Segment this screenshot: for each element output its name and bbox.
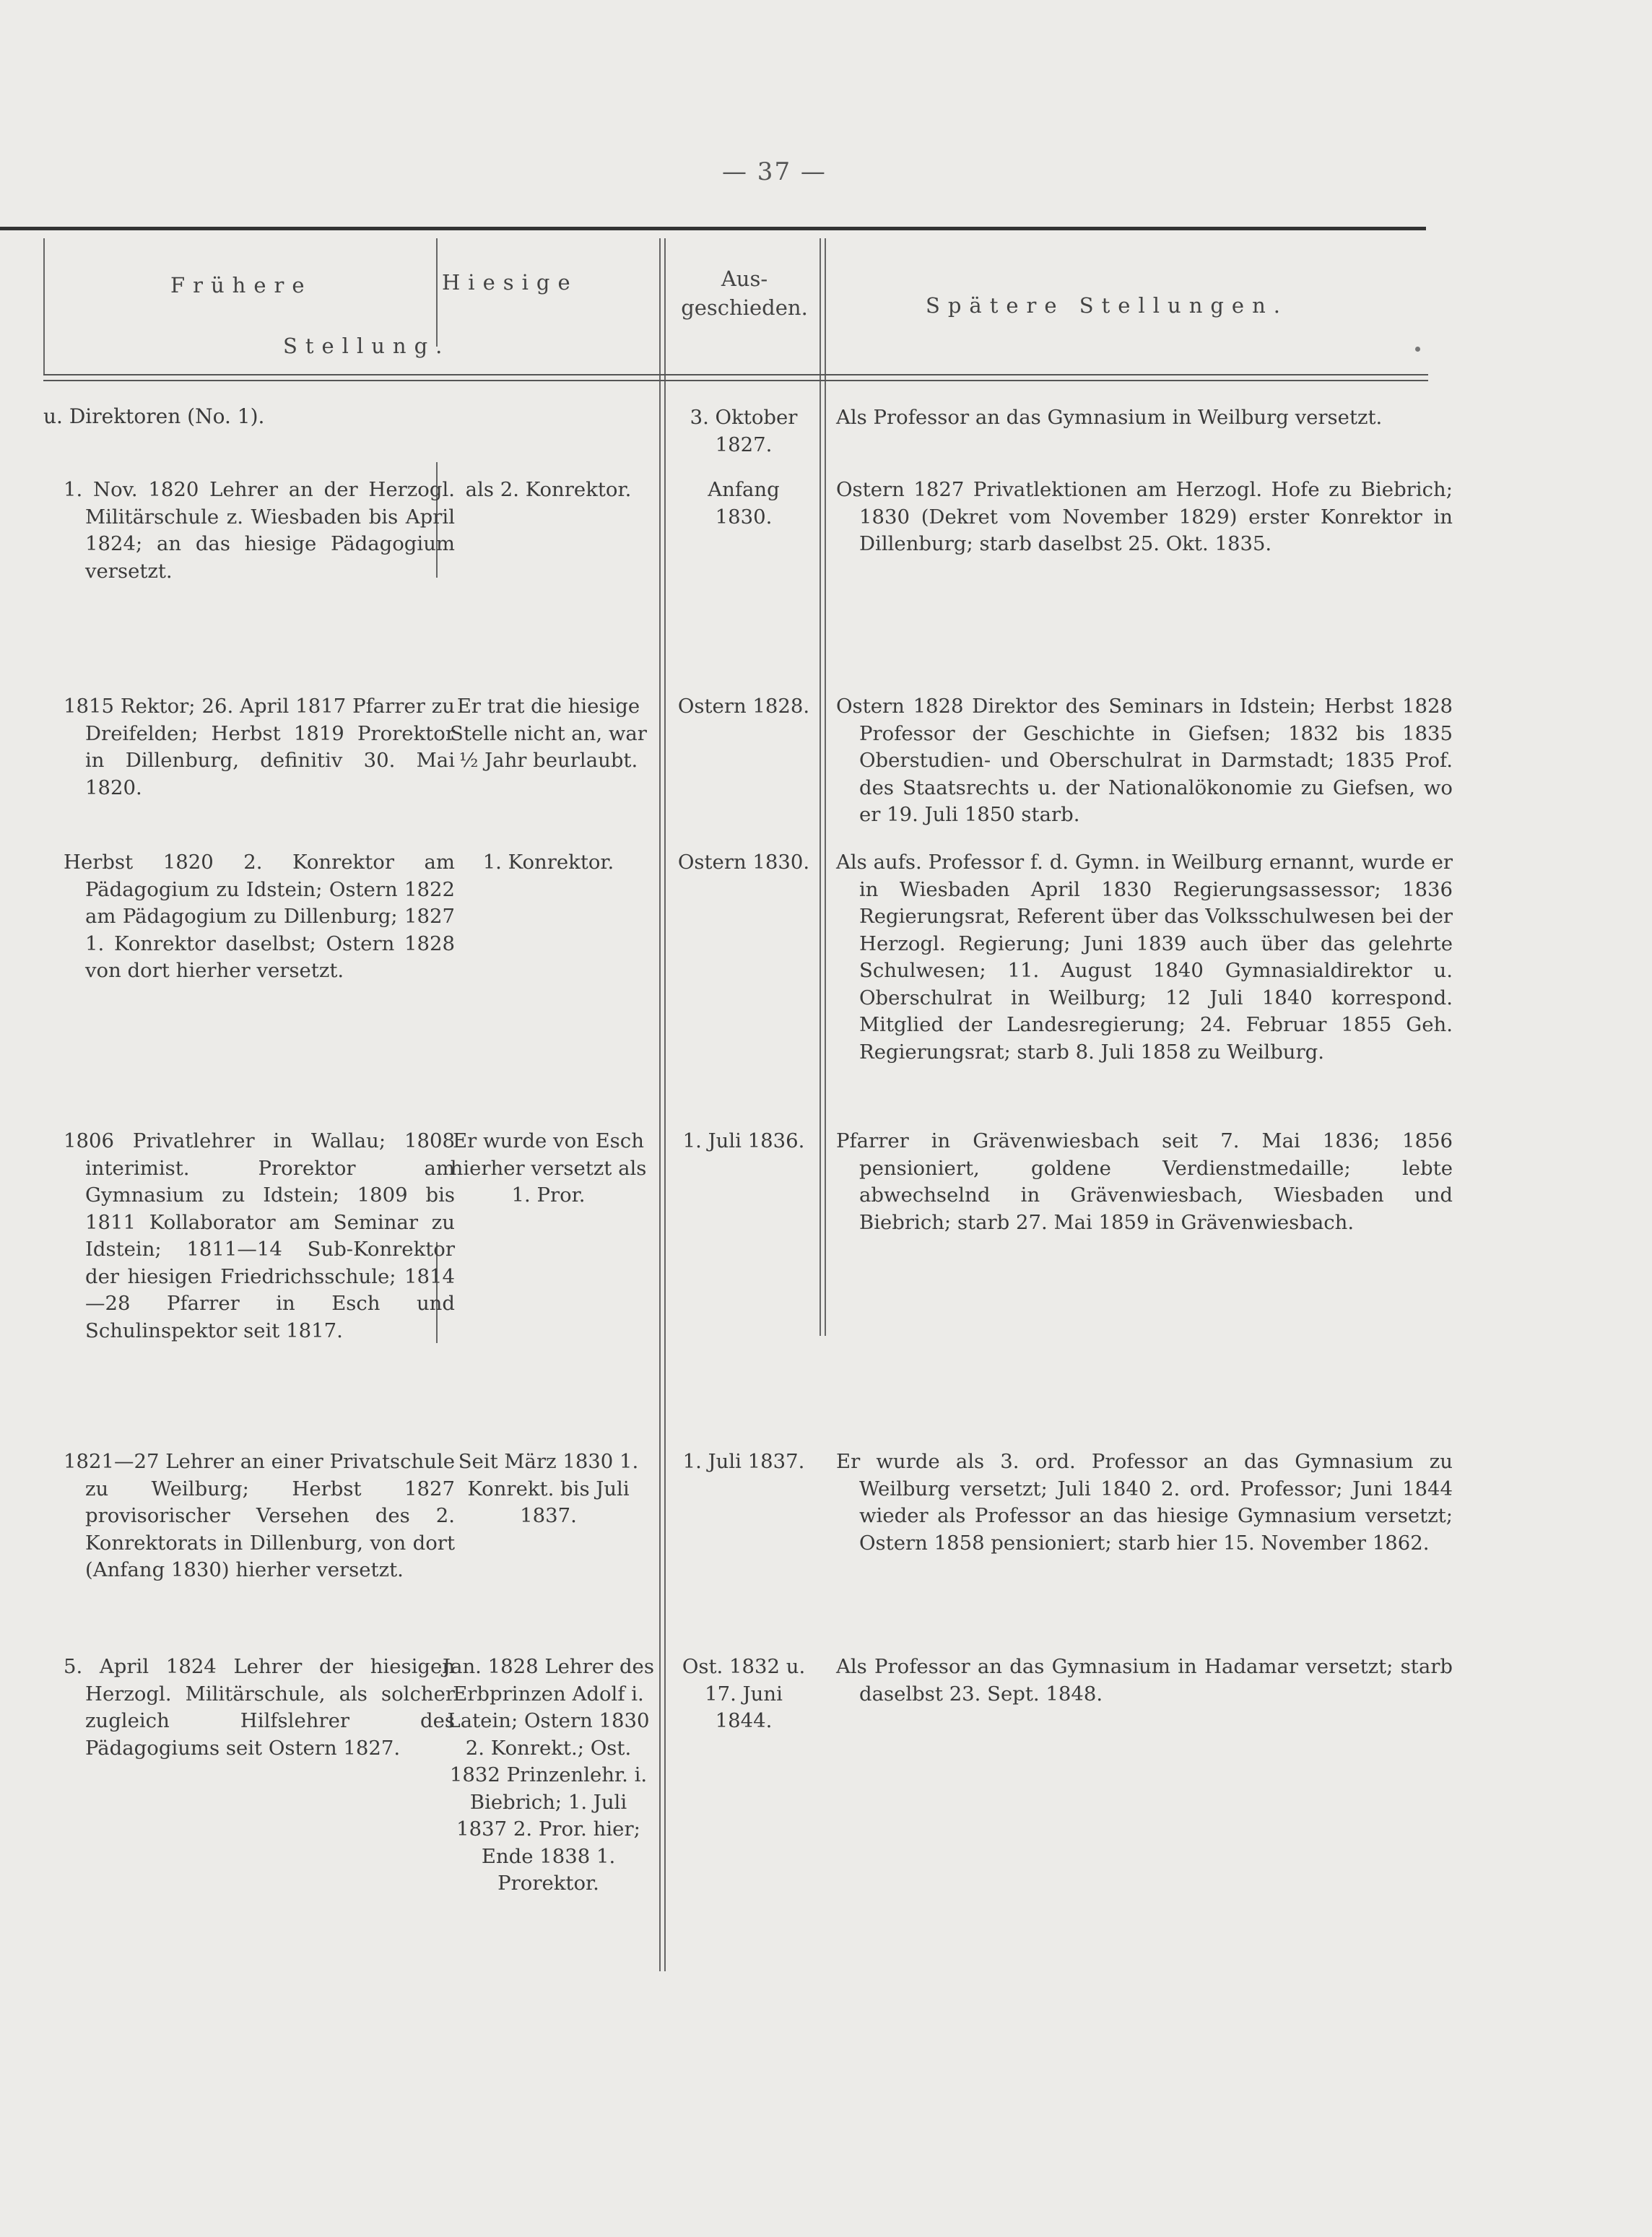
header-ausgeschieden: Aus- geschieden. [681,266,808,320]
row-spaetere: Als Professor an das Gymnasium in Hadamar versetzt; starb daselbst 23. Sept. 1848. [836,1655,1453,1706]
header-fruehere: Frühere [170,273,313,297]
row-spaetere: Ostern 1827 Privatlektionen am Herzogl. Hofe zu Biebrich; 1830 (Dekret vom November 1829) erster Konrektor in Dillenburg; starb daselbst 25. Okt. 1835. [836,478,1453,555]
header-stellung: Stellung. [283,334,451,358]
row-fruehere: Herbst 1820 2. Konrektor am Pädagogium zu Idstein; Ostern 1822 am Pädagogium zu Dillenburg; 1827 1. Konrektor daselbst; Ostern 1828 von dort hierher versetzt. [64,851,455,982]
row-spaetere: Er wurde als 3. ord. Professor an das Gymnasium zu Weilburg versetzt; Juli 1840 2. ord. Professor; Juni 1844 wieder als Professor an das hiesige Gymnasium versetzt; Ostern 1858 pensioniert; starb hier 15. November 1862. [836,1450,1453,1555]
row-hiesige: Jan. 1828 Lehrer des Erbprinzen Adolf i. Latein; Ostern 1830 2. Konrekt.; Ost. 1832 Prinzenlehr. i. Biebrich; 1. Juli 1837 2. Pror. hier; Ende 1838 1. Prorektor. [443,1655,654,1895]
section-title: u. Direktoren (No. 1). [43,404,265,428]
row-hiesige: Er wurde von Esch hierher versetzt als 1. Pror. [450,1129,647,1207]
column-divider [43,238,45,375]
row-fruehere: 1806 Privatlehrer in Wallau; 1808 interimist. Prorektor am Gymnasium zu Idstein; 1809 bis 1811 Kollaborator am Seminar zu Idstein; 1811—14 Sub-Konrektor der hiesigen Friedrichsschule; 1814—28 Pfarrer in Esch und Schulinspektor seit 1817. [64,1129,455,1342]
column-divider [825,238,826,1336]
row-ausgeschieden: Ostern 1830. [677,851,810,874]
row-spaetere: Ostern 1828 Direktor des Seminars in Idstein; Herbst 1828 Professor der Geschichte in Giefsen; 1832 bis 1835 Oberstudien- und Oberschulrat in Darmstadt; 1835 Prof. des Staatsrechts u. der Nationalökonomie zu Giefsen, wo er 19. Juli 1850 starb. [836,695,1453,826]
ink-spot [1415,347,1420,352]
row-hiesige: 1. Konrektor. [482,851,614,874]
row-spaetere: Als Professor an das Gymnasium in Weilburg versetzt. [836,406,1383,429]
row-hiesige: als 2. Konrektor. [465,478,632,501]
header-rule [43,380,1428,381]
row-spaetere: Pfarrer in Grävenwiesbach seit 7. Mai 1836; 1856 pensioniert, goldene Verdienstmedaille; lebte abwechselnd in Grävenwiesbach, Wiesbaden und Biebrich; starb 27. Mai 1859 in Grävenwiesbach. [836,1129,1453,1234]
page-number: — 37 — [722,157,827,186]
column-divider [820,238,821,1336]
header-spaetere: Spätere Stellungen. [926,293,1288,318]
row-ausgeschieden: 3. Oktober 1827. [690,406,798,456]
row-fruehere: 1815 Rektor; 26. April 1817 Pfarrer zu Dreifelden; Herbst 1819 Prorektor in Dillenburg, definitiv 30. Mai 1820. [64,695,455,799]
row-ausgeschieden: Anfang 1830. [708,478,780,529]
header-rule [43,374,1428,375]
row-fruehere: 1821—27 Lehrer an einer Privatschule zu Weilburg; Herbst 1827 provisorischer Versehen des 2. Konrektorats in Dillenburg, von dort (Anfang 1830) hierher versetzt. [64,1450,455,1581]
header-hiesige: Hiesige [442,270,578,295]
column-divider [659,238,661,1971]
row-spaetere: Als aufs. Professor f. d. Gymn. in Weilburg ernannt, wurde er in Wiesbaden April 1830 Regierungsassessor; 1836 Regierungsrat, Referent über das Volksschulwesen bei der Herzogl. Regierung; Juni 1839 auch über das gelehrte Schulwesen; 11. August 1840 Gymnasialdirektor u. Oberschulrat in Weilburg; 12 Juli 1840 korrespond. Mitglied der Landesregierung; 24. Februar 1855 Geh. Regierungsrat; starb 8. Juli 1858 zu Weilburg. [836,851,1453,1064]
row-fruehere: 1. Nov. 1820 Lehrer an der Herzogl. Militärschule z. Wiesbaden bis April 1824; an das hiesige Pädagogium versetzt. [64,478,455,583]
row-ausgeschieden: 1. Juli 1836. [682,1129,805,1152]
row-ausgeschieden: 1. Juli 1837. [682,1450,805,1473]
row-hiesige: Seit März 1830 1. Konrekt. bis Juli 1837. [458,1450,639,1527]
column-divider [664,238,666,1971]
row-ausgeschieden: Ostern 1828. [677,695,810,718]
row-hiesige: Er trat die hiesige Stelle nicht an, war ½ Jahr beurlaubt. [450,695,647,772]
row-fruehere: 5. April 1824 Lehrer der hiesigen Herzogl. Militärschule, als solcher zugleich Hilfslehrer des Pädagogiums seit Ostern 1827. [64,1655,455,1760]
row-ausgeschieden: Ost. 1832 u. 17. Juni 1844. [682,1655,806,1732]
top-rule [0,227,1426,230]
column-divider [436,238,438,347]
